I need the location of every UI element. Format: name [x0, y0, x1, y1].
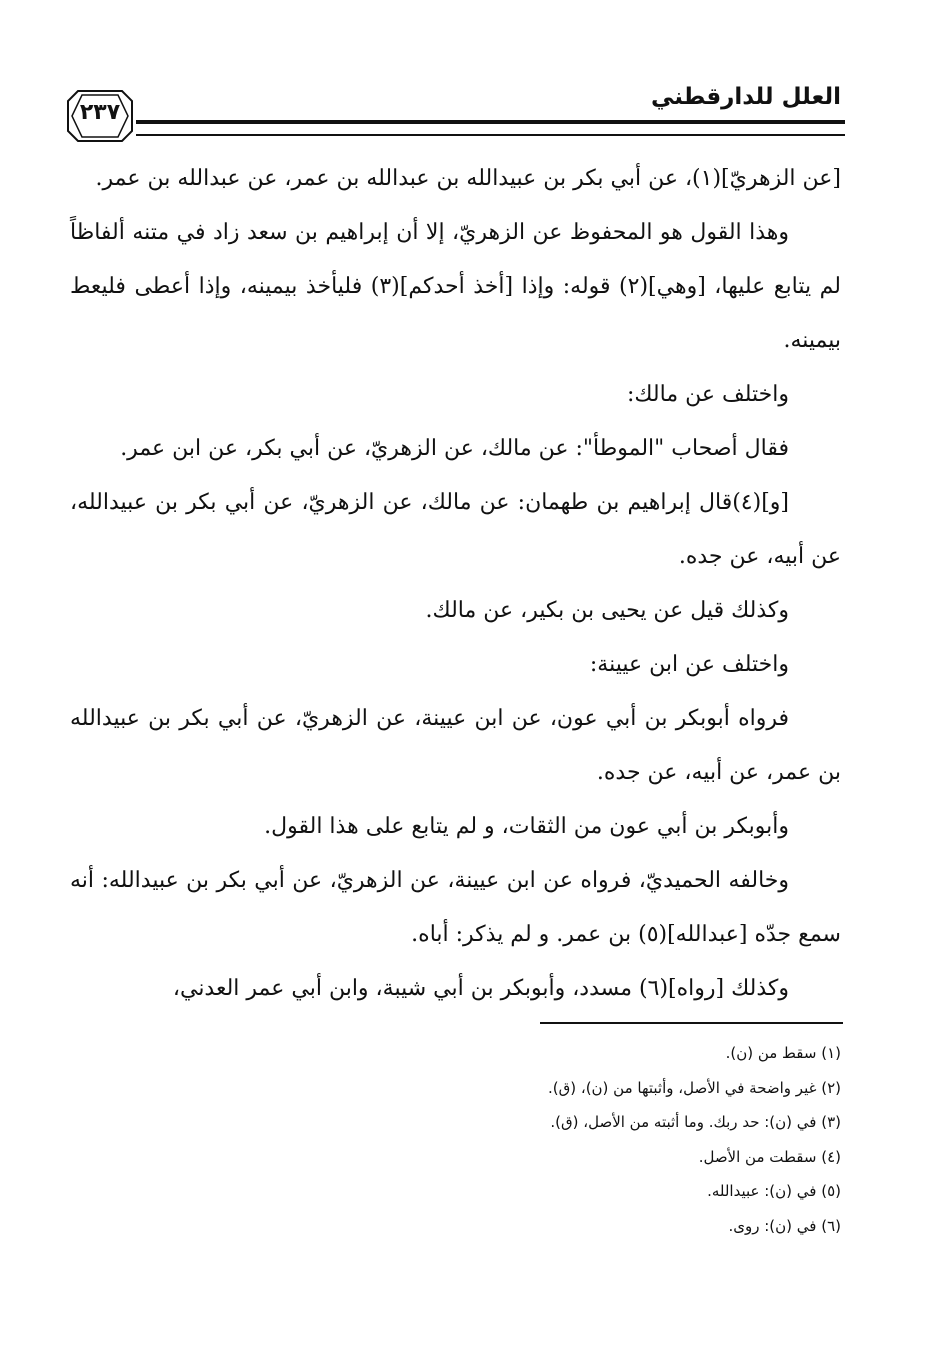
book-title: العلل للدارقطني: [651, 84, 841, 110]
paragraph: [و](٤)قال إبراهيم بن طهمان: عن مالك، عن الزهريّ، عن أبي بكر بن عبيدالله، عن أبيه، عن جده.: [70, 490, 841, 569]
paragraph: وكذلك قيل عن يحيى بن بكير، عن مالك.: [425, 598, 789, 623]
footnote: (١) سقط من (ن).: [725, 1044, 841, 1062]
paragraph: فرواه أبوبكر بن أبي عون، عن ابن عيينة، عن الزهريّ، عن أبي بكر بن عبيدالله بن عمر، عن أبيه، عن جده.: [70, 706, 841, 785]
page-number: ٢٣٧: [79, 100, 121, 125]
paragraph: فقال أصحاب "الموطأ": عن مالك، عن الزهريّ، عن أبي بكر، عن ابن عمر.: [120, 436, 789, 461]
footnotes: [61, 1036, 841, 1243]
footnote: (٣) في (ن): حد ربك. وما أثبته من الأصل، (ق).: [550, 1113, 841, 1131]
paragraph: واختلف عن ابن عيينة:: [589, 652, 789, 677]
footnote: (٤) سقطت من الأصل.: [698, 1147, 841, 1166]
header-rule: [136, 120, 845, 136]
paragraph: وهذا القول هو المحفوظ عن الزهريّ، إلا أن إبراهيم بن سعد زاد في متنه ألفاظاً لم يتابع عليها، [وهي](٢) قوله: وإذا [أخذ أحدكم](٣) فليأخذ بيمينه، وإذا أعطى فليعط بيمينه.: [70, 220, 841, 353]
main-text: [70, 152, 841, 1016]
paragraph: وكذلك [رواه](٦) مسدد، وأبوبكر بن أبي شيبة، وابن أبي عمر العدني،: [172, 976, 789, 1001]
paragraph: واختلف عن مالك:: [626, 382, 789, 407]
footnote: (٢) غير واضحة في الأصل، وأثبتها من (ن)، (ق).: [547, 1078, 841, 1097]
paragraph: [عن الزهريّ](١)، عن أبي بكر بن عبيدالله بن عبدالله بن عمر، عن عبدالله بن عمر.: [95, 166, 841, 191]
paragraph: وخالفه الحميديّ، فرواه عن ابن عيينة، عن الزهريّ، عن أبي بكر بن عبيدالله: أنه سمع جدّه [عبدالله](٥) بن عمر. و لم يذكر: أباه.: [70, 868, 841, 947]
footnote: (٦) في (ن): روى.: [728, 1216, 841, 1235]
footnote-separator: [540, 1022, 843, 1024]
page-number-badge: [66, 89, 134, 143]
footnote: (٥) في (ن): عبيدالله.: [707, 1182, 841, 1200]
paragraph: وأبوبكر بن أبي عون من الثقات، و لم يتابع على هذا القول.: [264, 814, 789, 839]
